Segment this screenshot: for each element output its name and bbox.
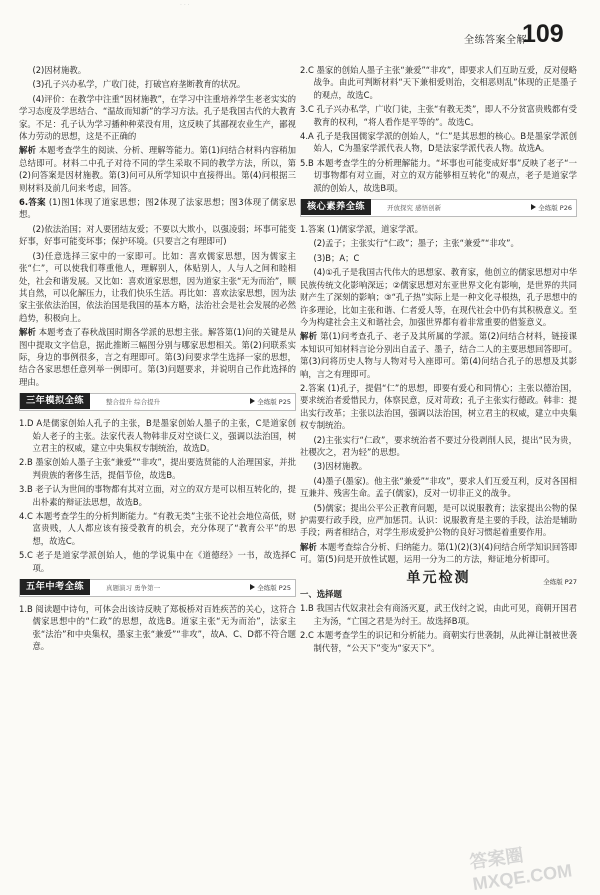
unit-test-heading: [300, 569, 577, 586]
answer-paragraph: (3)任意选择三家中的一家即可。比如：喜欢儒家思想，因为儒家主张“仁”，可以使我们尊重他人，理解别人，体贴别人，人与人之间和睦相处，社会和谐发展。又比如：喜欢道家思想，因为道家主张“无为而治”，顺其自然，可以化解压力，让我们快乐生活。再比如：喜欢法家思想，因为法家主张依法治国，依法治国是我国的基本方略，法治社会是社会发展的必然趋势，积极向上。: [19, 250, 296, 323]
analysis-paragraph: 解析 第(1)问考查孔子、老子及其所属的学派。第(2)问结合材料，链接课本知识可知材料言论分别出自孟子、墨子，结合二人的主要思想回答即可。第(3)问将历史人物与人物对号入座即可。第(4)问结合孔子的思想及其影响，言之有理即可。: [300, 331, 577, 379]
answer-paragraph: (2)孟子；主张实行“仁政”；墨子；主张“兼爱”“非攻”。: [313, 238, 519, 249]
answer-paragraph: (4)①孔子是我国古代伟大的思想家、教育家，他创立的儒家思想对中华民族传统文化影响深远；②儒家思想对东亚世界文化有影响，是世界的共同财产生了深刻的影响；③“孔子热”实际上是一种文化寻根热，孔子思想中的许多理论，比如主张和谐、仁者爱人等，在现代社会中仍有其积极意义。至今为构建社会主义和谐社会，加强世界都有着非常重要的借鉴意义。: [300, 267, 577, 327]
section-page-ref: 全练版 P25: [250, 580, 291, 596]
section-page-ref: 全练版 P27: [543, 577, 577, 586]
header-title: 全练答案全解: [464, 35, 527, 46]
watermark-logo: 答案圈 MXQE.COM: [468, 844, 574, 895]
answer-paragraph: (5)儒家；提出公平公正教育问题，是可以说服教育；法家提出公物的保护需要行政手段，应严加惩罚。认识：说服教育是主要的手段，法治是辅助手段；两者相结合，对学生形成爱护公物的良好习惯起着重要作用。: [300, 502, 577, 538]
list-item: 2.C 墨家的创始人墨子主张“兼爱”“非攻”，即要求人们互助互爱，反对侵略战争。由此可判断材料“天下兼相爱则治，交相恶则乱”体现的正是墨子的观点，故选C。: [300, 65, 577, 100]
analysis-paragraph: 解析 本题考查综合分析、归纳能力。第(1)(2)(3)(4)问结合所学知识回答即可。第(5)问是开放性试题，运用一分为二的方法，辩证地分析即可。: [300, 541, 578, 565]
list-item: 3.C 孔子兴办私学，广收门徒，主张“有教无类”，即人不分贫富贵贱都有受教育的权利，“将人看作是平等的”。故选C。: [300, 104, 577, 127]
arrow-icon: [250, 398, 255, 404]
section-header-core-literacy: [300, 199, 577, 217]
list-item: 1.B 我国古代奴隶社会有商汤灭夏，武王伐纣之说，由此可见，商朝开国君主为汤，“亡国之君是为纣王。故选择B项。: [300, 603, 577, 626]
section-title: 三年模拟全练: [20, 393, 90, 409]
answer-paragraph: (4)墨子(墨家)。他主张“兼爱”“非攻”，要求人们互爱互利，反对各国相互兼并、残害生命。孟子(儒家)，反对一切非正义的战争。: [300, 475, 577, 499]
subsection-heading: 一、选择题: [300, 589, 342, 600]
list-item: 2.C 本题考查学生的识记和分析能力。商朝实行世袭制，从此禅让制被世袭制代替，“公天下”变为“家天下”。: [300, 630, 577, 653]
answer-paragraph: (4)评价：在教学中注重“因材施教”，在学习中注重培养学生老老实实的学习态度及学思结合、“温故而知新”的学习方法。孔子是我国古代的大教育家。不足：孔子认为学习播种种菜没有用，这反映了其鄙视农业生产，鄙视体力劳动的思想，这是不正确的: [19, 93, 296, 142]
list-item: 4.A 孔子是我国儒家学派的创始人，“仁”是其思想的核心。B是墨家学派创始人，C为墨家学派代表人物，D是法家学派代表人物。故选A。: [300, 131, 577, 154]
answer-paragraph: 1.答案 (1)儒家学派，道家学派。: [300, 224, 424, 235]
section-subtitle: 开放探究 感悟创新: [387, 204, 442, 213]
section-page-ref: 全练版 P25: [250, 394, 291, 410]
answer-paragraph: (2)因材施教。: [32, 65, 87, 75]
section-header-five-year: [19, 579, 296, 597]
right-column: [300, 64, 577, 656]
list-item: 1.B 阅读题中诗句，可体会出该诗反映了郑板桥对百姓疾苦的关心，这符合儒家思想中的“仁政”的思想，故选B。道家主张“无为而治”，法家主张“法治”和中央集权，墨家主张“兼爱”“非攻”，故A、C、D都不符合题意。: [19, 604, 296, 652]
analysis-paragraph: 解析 本题考查学生的阅读、分析、理解等能力。第(1)问结合材料内容稍加总结即可。材料二中孔子对待不同的学生采取不同的教学方法，所以，第(2)问答案是因材施教。第(3)问可从所学知识中直接得出。第(4)问根据三则材料及前几问来考虑，回答。: [19, 145, 297, 193]
arrow-icon: [250, 584, 255, 590]
section-subtitle: 真题演习 勇争第一: [106, 584, 161, 593]
answer-paragraph: (3)B；A；C: [313, 252, 360, 263]
analysis-paragraph: 解析 本题考查了春秋战国时期各学派的思想主张。解答第(1)问的关键是从图中提取文字信息，据此推断三幅图分别与哪家思想相关。第(2)问联系实际，身边的事例很多，言之有理即可。第(3)问要求学生选择一家的思想，结合各家思想任意列举一例即可。第(3)问题要求，并说明自己作此选择的理由。: [19, 327, 297, 387]
question-6-answer: 6.答案 (1)图1体现了道家思想；图2体现了法家思想；图3体现了儒家思想。: [19, 197, 296, 220]
list-item: 5.B 本题考查学生的分析理解能力。“坏事也可能变成好事”反映了老子“一切事物都有对立面，对立的双方能够相互转化”的观点，老子是道家学派的创始人，故选B项。: [300, 157, 577, 193]
answer-paragraph: (2)依法治国；对人要团结友爱；不要以大欺小，以强凌弱；坏事可能变好事，好事可能变坏事；保护环境。(只要言之有理即可): [19, 223, 296, 247]
section-title: 核心素养全练: [301, 199, 371, 215]
section-page-ref: 全练版 P26: [531, 200, 572, 216]
page-number: 109: [522, 20, 564, 48]
header-decoration: · · ·: [180, 2, 190, 9]
section-title: 五年中考全练: [20, 579, 90, 595]
arrow-icon: [531, 204, 536, 210]
section-subtitle: 整合提升 综合提升: [106, 398, 161, 407]
answer-paragraph: 2.答案 (1)孔子，提倡“仁”的思想，即要有爱心和同情心；主张以德治国，要求统治者爱惜民力，体察民意，反对苛政；孔子主张实行德政。韩非：提出实行改革；主张以法治国，强调以法治国，树立君主的权威，建立中央集权专制统治。: [300, 382, 577, 431]
list-item: 5.C 老子是道家学派创始人，他的学说集中在《道德经》一书，故选择C项。: [19, 550, 296, 573]
list-item: 1.D A是儒家创始人孔子的主张，B是墨家创始人墨子的主张，C是道家创始人老子的主张。法家代表人物韩非反对空谈仁义，强调以法治国，树立君主的权威，建立中央集权专制统治，故选D。: [19, 418, 296, 453]
answer-paragraph: (3)孔子兴办私学，广收门徒，打破官府垄断教育的状况。: [32, 79, 246, 90]
unit-title: 单元检测: [406, 569, 471, 586]
page-header: [0, 0, 600, 50]
section-header-three-year: [19, 393, 296, 411]
answer-paragraph: (2)主张实行“仁政”，要求统治者不要过分役剥削人民，提出“民为贵，社稷次之，君为轻”的思想。: [300, 434, 577, 457]
list-item: 4.C 本题考查学生的分析判断能力。“有教无类”主张不论社会地位高低，财富贵贱，人人都应该有接受教育的机会，充分体现了“教育公平”的思想，故选C。: [19, 511, 296, 546]
list-item: 2.B 墨家创始人墨子主张“兼爱”“非攻”，提出要选贤能的人治理国家，并批判贵族的奢侈生活，提倡节俭，故选B。: [19, 457, 296, 480]
list-item: 3.B 老子认为世间的事物都有其对立面，对立的双方是可以相互转化的，提出朴素的辩证法思想，故选B。: [19, 484, 296, 507]
left-column: [19, 64, 296, 655]
answer-paragraph: (3)因材施教。: [313, 461, 368, 472]
analysis-label: 解析: [19, 145, 36, 156]
